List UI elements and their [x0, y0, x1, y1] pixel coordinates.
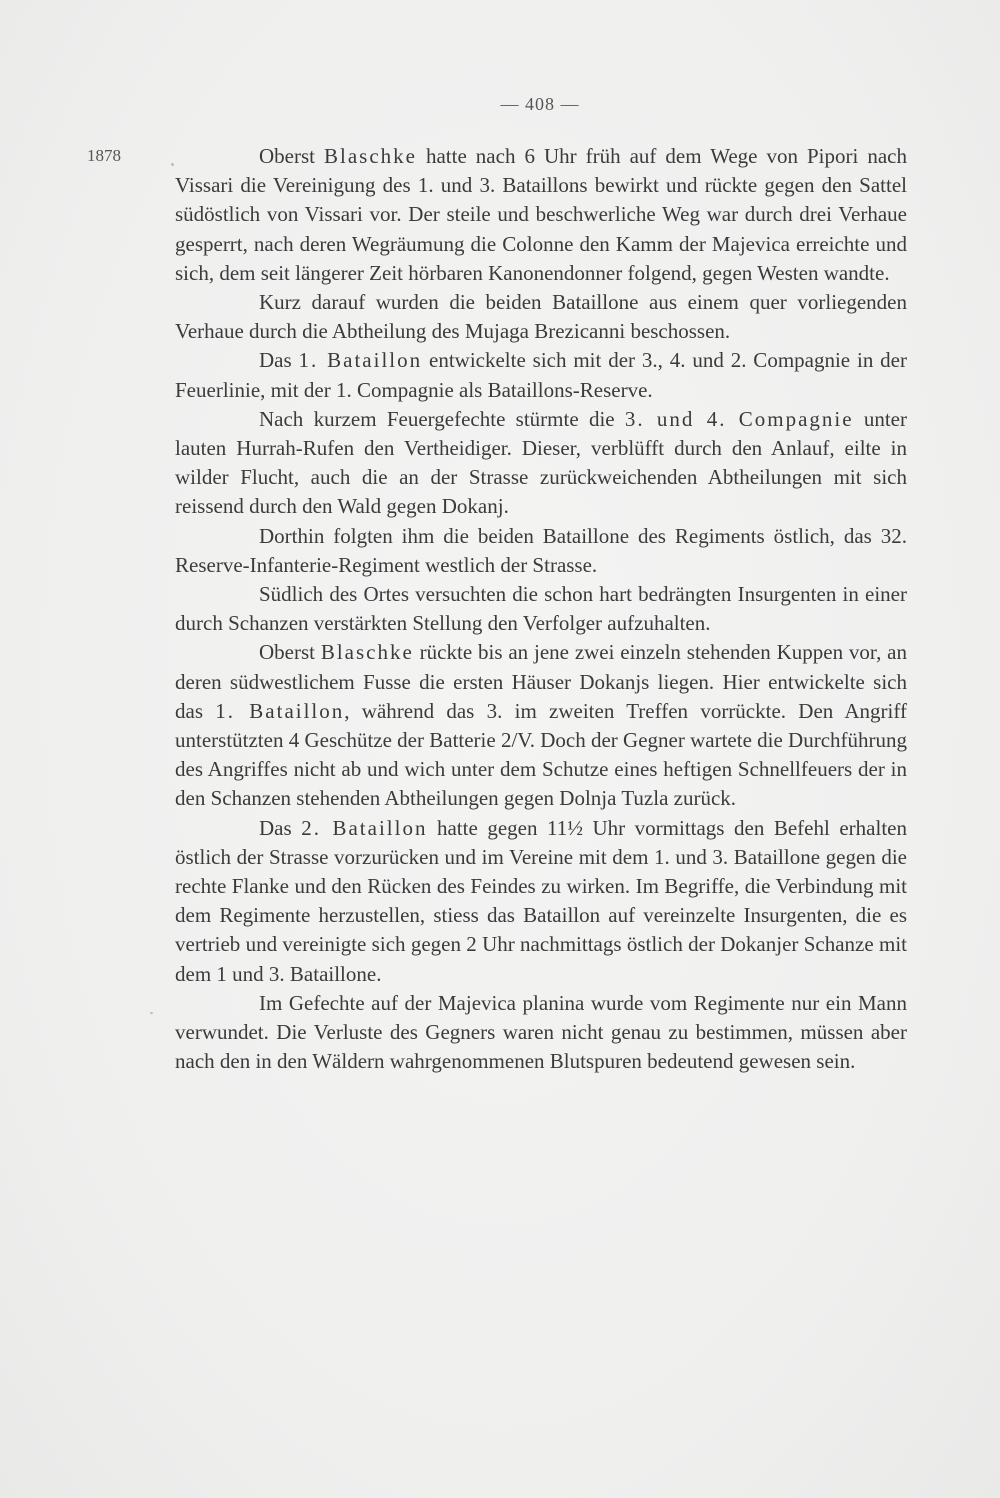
paragraph: [175, 580, 907, 638]
emphasized-text: 3. und 4. Compagnie: [624, 406, 854, 431]
ink-speck: [150, 1012, 153, 1014]
text-segment: Oberst: [259, 144, 324, 168]
margin-year-note: 1878: [87, 146, 121, 165]
page-number: — 408 —: [500, 94, 580, 114]
paragraph: [175, 405, 907, 522]
text-segment: Dorthin folgten ihm die beiden Bataillone des Regiments östlich, das 32. Reserve-Infanterie-Regiment westlich der Strasse.: [175, 523, 907, 577]
ink-speck: [171, 163, 174, 166]
text-segment: Kurz darauf wurden die beiden Bataillone aus einem quer vorliegenden Verhaue durch die Abtheilung des Mujaga Brezicanni beschossen.: [175, 290, 907, 344]
emphasized-text: 1. Bataillon: [215, 698, 345, 723]
paragraph: [175, 288, 907, 346]
text-segment: rückte bis an jene zwei einzeln stehenden Kuppen vor, an deren südwestlichem Fusse die ersten Häuser Dokanjs liegen. Hier entwickelte sich das: [175, 640, 907, 723]
paragraph: [175, 142, 907, 288]
text-segment: Im Gefechte auf der Majevica planina wurde vom Regimente nur ein Mann verwundet. Die Verluste des Gegners waren nicht genau zu bestimmen, müssen aber nach den in den Wäldern wahrgenommenen Blutspuren bedeutend gewesen sein.: [175, 990, 907, 1074]
paragraph: [175, 814, 907, 989]
emphasized-text: 2. Bataillon: [301, 815, 428, 840]
text-segment: Nach kurzem Feuergefechte stürmte die: [259, 406, 625, 431]
paragraph: [175, 989, 907, 1077]
text-segment: unter lauten Hurrah-Rufen den Vertheidiger. Dieser, verblüfft durch den Anlauf, eilte in wilder Flucht, auch die an der Strasse zurückweichenden Abtheilungen mit sich reissend durch den Wald gegen Dokanj.: [175, 406, 907, 519]
body-text: [175, 142, 907, 1077]
text-segment: hatte gegen 11½ Uhr vormittags den Befehl erhalten östlich der Strasse vorzurücken und im Vereine mit dem 1. und 3. Bataillone gegen die rechte Flanke und den Rücken des Feindes zu wirken. Im Begriffe, die Verbindung mit dem Regimente herzustellen, stiess das Bataillon auf vereinzelte Insurgenten, die es vertrieb und vereinigte sich gegen 2 Uhr nachmittags östlich der Dokanjer Schanze mit dem 1 und 3. Bataillone.: [175, 815, 907, 986]
paragraph: [175, 638, 907, 813]
emphasized-text: Blaschke: [324, 144, 417, 168]
paragraph: [175, 346, 907, 404]
text-segment: entwickelte sich mit der 3., 4. und 2. Compagnie in der Feuerlinie, mit der 1. Compagnie als Bataillons-Reserve.: [175, 348, 907, 402]
text-segment: , während das 3. im zweiten Treffen vorrückte. Den Angriff unterstützten 4 Geschütze der Batterie 2/V. Doch der Gegner wartete die Durchführung des Angriffes nicht ab und wich unter dem Schutze eines heftigen Schnellfeuers der in den Schanzen stehenden Abtheilungen gegen Dolnja Tuzla zurück.: [175, 698, 908, 811]
text-segment: Südlich des Ortes versuchten die schon hart bedrängten Insurgenten in einer durch Schanzen verstärkten Stellung den Verfolger aufzuhalten.: [175, 582, 907, 636]
text-segment: Das: [259, 815, 302, 840]
text-segment: hatte nach 6 Uhr früh auf dem Wege von Pipori nach Vissari die Vereinigung des 1. und 3. Bataillons bewirkt und rückte gegen den Sattel südöstlich von Vissari vor. Der steile und beschwerliche Weg war durch drei Verhaue gesperrt, nach deren Wegräumung die Colonne den Kamm der Majevica erreichte und sich, dem seit längerer Zeit hörbaren Kanonendonner folgend, gegen Westen wandte.: [175, 144, 907, 285]
text-segment: Oberst: [259, 640, 321, 665]
paragraph: [175, 522, 907, 580]
emphasized-text: 1. Bataillon: [298, 348, 423, 373]
emphasized-text: Blaschke: [320, 640, 414, 665]
text-segment: Das: [259, 348, 299, 373]
